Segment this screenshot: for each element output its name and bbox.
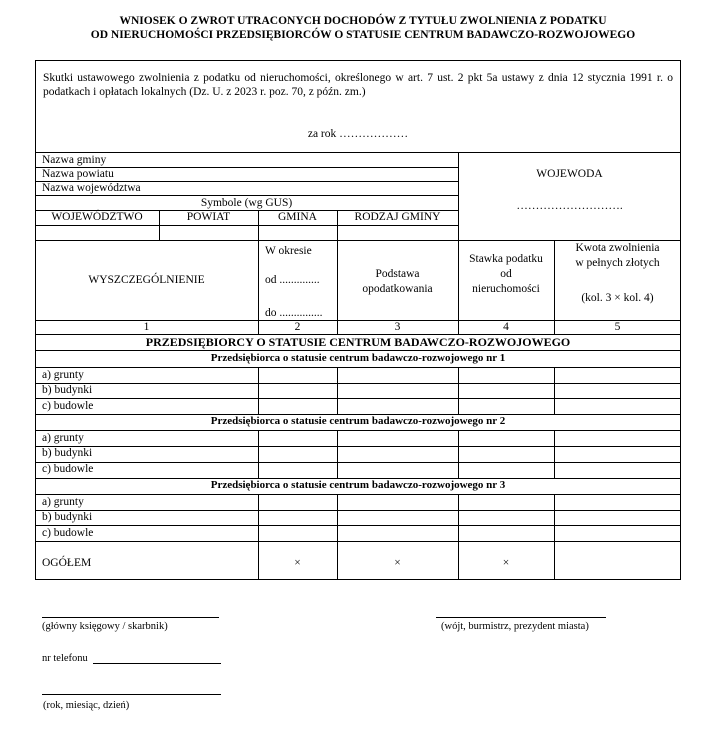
wojewoda-dots[interactable]: ……………………….	[516, 200, 623, 212]
table-row: a) grunty	[42, 432, 84, 444]
header-stawka-1: Stawka podatku	[469, 253, 543, 265]
header-wyszczegolnienie: WYSZCZEGÓLNIENIE	[88, 274, 205, 286]
group-title: Przedsiębiorca o statusie centrum badawczo-rozwojowego nr 3	[210, 479, 506, 491]
table-row: c) budowle	[42, 527, 94, 539]
label-powiat: Nazwa powiatu	[42, 168, 114, 180]
col-number-3: 3	[394, 321, 401, 333]
table-row: c) budowle	[42, 463, 94, 475]
date-label: (rok, miesiąc, dzień)	[43, 700, 130, 711]
table-row: b) budynki	[42, 511, 93, 523]
col-number-5: 5	[614, 321, 621, 333]
table-row: c) budowle	[42, 400, 94, 412]
col-number-2: 2	[294, 321, 301, 333]
table-row: a) grunty	[42, 369, 84, 381]
phone-label: nr telefonu	[42, 653, 88, 664]
header-stawka-3: nieruchomości	[472, 283, 540, 295]
table-row: b) budynki	[42, 447, 93, 459]
header-kwota-2: w pełnych złotych	[575, 257, 660, 269]
col-wojewodztwo: WOJEWÓDZTWO	[51, 211, 143, 223]
total-mark-col2: ×	[294, 557, 301, 569]
total-mark-col4: ×	[502, 557, 510, 569]
label-gmina: Nazwa gminy	[42, 154, 107, 166]
table-row: b) budynki	[42, 384, 93, 396]
intro-text: Skutki ustawowego zwolnienia z podatku od nieruchomości, określonego w art. 7 ust. 2 pkt 5a ustawy z dnia 12 stycznia 1991 r. o podatkach i opłatach lokalnych (Dz. U. z 2023 r. poz. 70, z późn. zm.)	[43, 72, 673, 98]
date-line[interactable]	[42, 694, 221, 695]
table-row: a) grunty	[42, 496, 84, 508]
header-kwota-1: Kwota zwolnienia	[575, 242, 660, 254]
section-header: PRZEDSIĘBIORCY O STATUSIE CENTRUM BADAWCZO-ROZWOJOWEGO	[145, 335, 571, 349]
title-line-2: OD NIERUCHOMOŚCI PRZEDSIĘBIORCÓW O STATUSIE CENTRUM BADAWCZO-ROZWOJOWEGO	[90, 29, 636, 41]
header-stawka-2: od	[500, 268, 512, 280]
col-number-4: 4	[503, 321, 509, 333]
mayor-label: (wójt, burmistrz, prezydent miasta)	[441, 621, 589, 632]
total-label: OGÓŁEM	[42, 557, 92, 569]
col-gmina: GMINA	[278, 211, 317, 223]
header-w-okresie: W okresie	[265, 245, 312, 257]
label-wojewodztwo: Nazwa województwa	[42, 182, 141, 194]
document-title	[0, 14, 726, 42]
mayor-signature-line[interactable]	[436, 617, 606, 618]
label-symbole: Symbole (wg GUS)	[200, 197, 293, 209]
header-podstawa: Podstawa	[375, 268, 420, 280]
col-powiat: POWIAT	[186, 211, 231, 223]
total-mark-col3: ×	[394, 557, 401, 569]
header-opodatkowania: opodatkowania	[362, 283, 433, 295]
header-kwota-3: (kol. 3 × kol. 4)	[581, 292, 654, 304]
group-title: Przedsiębiorca o statusie centrum badawczo-rozwojowego nr 2	[210, 415, 506, 427]
header-okres-do[interactable]: do ...............	[265, 307, 323, 319]
accountant-signature-line[interactable]	[42, 617, 219, 618]
accountant-label: (główny księgowy / skarbnik)	[42, 621, 168, 632]
col-rodzaj-gminy: RODZAJ GMINY	[354, 211, 441, 223]
group-title: Przedsiębiorca o statusie centrum badawczo-rozwojowego nr 1	[210, 352, 506, 364]
col-number-1: 1	[143, 321, 150, 333]
year-field[interactable]: za rok ………………	[307, 128, 409, 140]
header-okres-od[interactable]: od ..............	[265, 274, 320, 286]
wojewoda-label: WOJEWODA	[536, 168, 603, 180]
phone-field[interactable]	[93, 663, 221, 664]
title-line-1: WNIOSEK O ZWROT UTRACONYCH DOCHODÓW Z TYTUŁU ZWOLNIENIA Z PODATKU	[119, 15, 607, 27]
